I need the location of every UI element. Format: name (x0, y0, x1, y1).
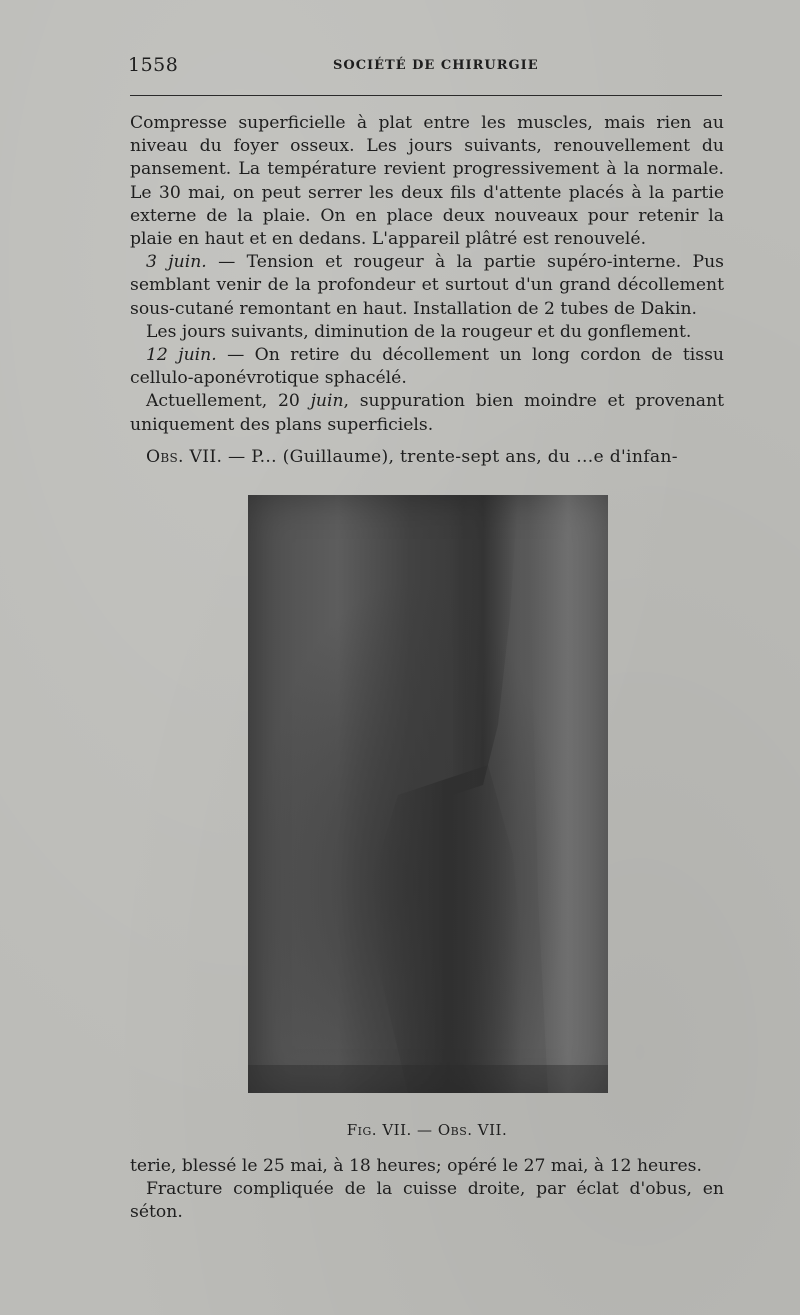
continuation-line-1: terie, blessé le 25 mai, à 18 heures; opéré le 27 mai, à 12 heures. (130, 1156, 702, 1176)
paragraph-3: Les jours suivants, diminution de la rougeur et du gonflement. (146, 321, 692, 342)
running-head: SOCIÉTÉ DE CHIRURGIE (333, 58, 539, 73)
paragraph-2-text: — Tension et rougeur à la partie supéro-interne. Pus semblant venir de la profondeur et surtout d'un grand décollement sous-cutané remontant en haut. Installation de 2 tubes de Dakin. (130, 252, 724, 319)
paragraph-1: Compresse superficielle à plat entre les muscles, mais rien au niveau du foyer osseux. Les jours suivants, renouvellement du pansement. La température revient progressivement à la normale. Le 30 mai, on peut serrer les deux fils d'attente placés à la partie externe de la plaie. On en place deux nouveaux pour retenir la plaie en haut et en dedans. L'appareil plâtré est renouvelé. (130, 113, 724, 250)
page-header (128, 54, 722, 80)
header-rule (130, 95, 722, 96)
continuation-line-2: Fracture compliquée de la cuisse droite, par éclat d'obus, en séton. (130, 1179, 724, 1223)
date-12-juin: 12 juin. (146, 345, 217, 366)
paragraph-5-start: Actuellement, 20 (146, 391, 311, 412)
observation-heading (130, 446, 724, 469)
paragraph-5 (130, 390, 724, 436)
radiograph-figure (248, 495, 608, 1093)
figure-caption (130, 1121, 724, 1139)
continuation-text (130, 1155, 724, 1225)
obs-label: Obs. VII. (146, 447, 223, 467)
paragraph-5-end: , suppuration bien moindre et provenant uniquement des plans superficiels. (130, 391, 724, 435)
paragraph-4 (130, 344, 724, 390)
paragraph-2 (130, 251, 724, 321)
body-text (130, 112, 724, 437)
page-number: 1558 (128, 54, 179, 76)
radiograph-image (248, 495, 608, 1093)
date-20-juin: juin (310, 391, 344, 412)
paragraph-4-text: — On retire du décollement un long cordon de tissu cellulo-aponévrotique sphacélé. (130, 345, 724, 389)
figure-caption-text: Fig. VII. — Obs. VII. (346, 1121, 508, 1139)
obs-text: — P... (Guillaume), trente-sept ans, du ...e d'infan- (222, 447, 678, 467)
date-3-juin: 3 juin. (146, 252, 207, 273)
